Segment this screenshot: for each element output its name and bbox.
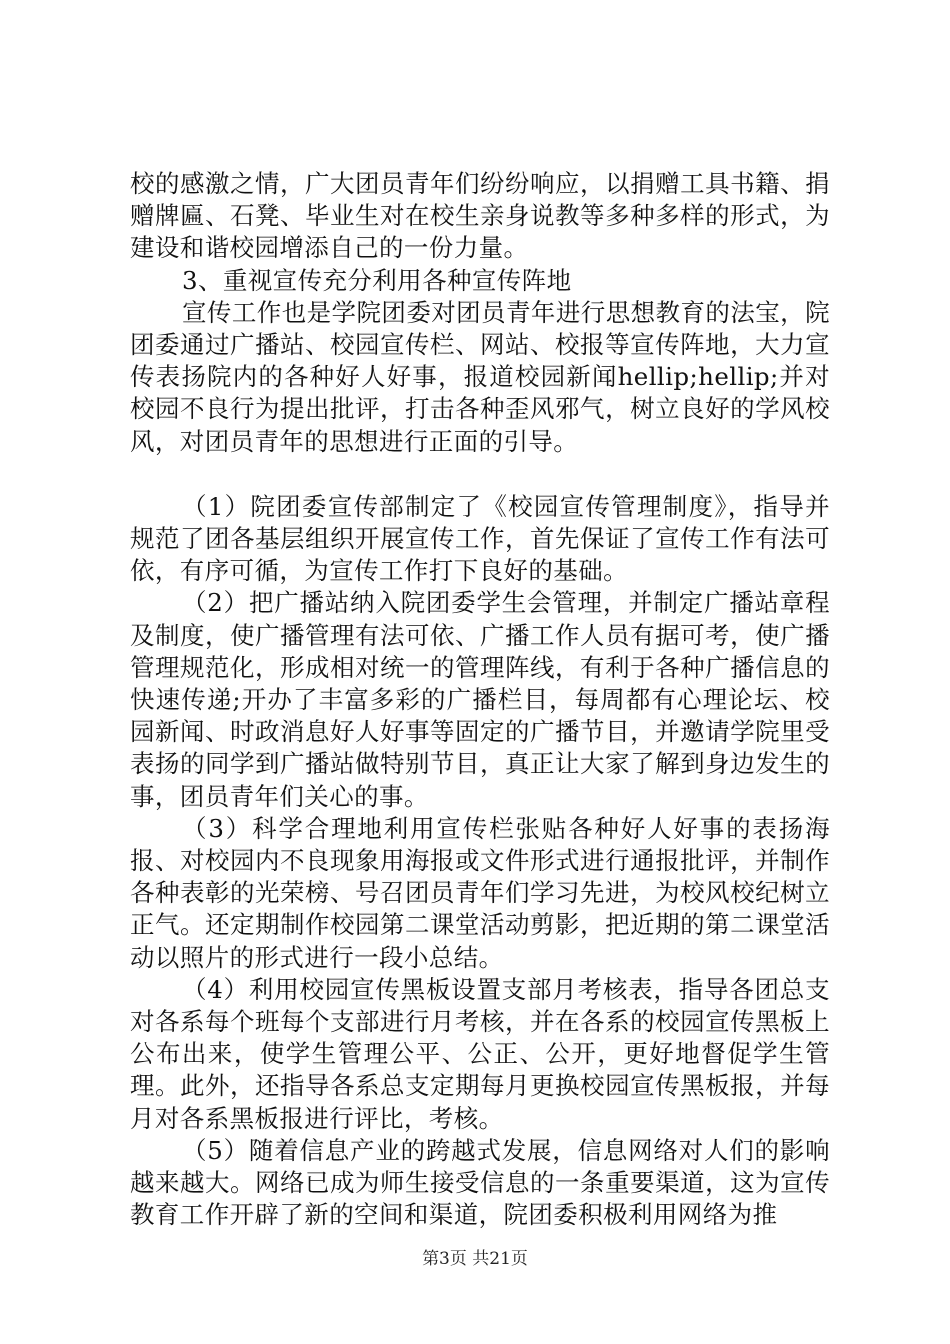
paragraph-item-3: （3）科学合理地利用宣传栏张贴各种好人好事的表扬海报、对校园内不良现象用海报或文件形式进行通报批评，并制作各种表彰的光荣榜、号召团员青年们学习先进，为校风校纪树立正气。还定期制作校园第二课堂活动剪影，把近期的第二课堂活动以照片的形式进行一段小总结。 (130, 813, 830, 972)
section-heading: 3、重视宣传充分利用各种宣传阵地 (182, 265, 572, 295)
paragraph-item-4: （4）利用校园宣传黑板设置支部月考核表，指导各团总支对各系每个班每个支部进行月考核，并在各系的校园宣传黑板上公布出来，使学生管理公平、公正、公开，更好地督促学生管理。此外，还指导各系总支定期每月更换校园宣传黑板报，并每月对各系黑板报进行评比，考核。 (130, 974, 830, 1133)
paragraph-item-5: （5）随着信息产业的跨越式发展，信息网络对人们的影响越来越大。网络已成为师生接受信息的一条重要渠道，这为宣传教育工作开辟了新的空间和渠道，院团委积极利用网络为推 (130, 1135, 830, 1230)
paragraph-item-2: （2）把广播站纳入院团委学生会管理，并制定广播站章程及制度，使广播管理有法可依、广播工作人员有据可考，使广播管理规范化，形成相对统一的管理阵线，有利于各种广播信息的快速传递;开办了丰富多彩的广播栏目，每周都有心理论坛、校园新闻、时政消息好人好事等固定的广播节目，并邀请学院里受表扬的同学到广播站做特别节目，真正让大家了解到身边发生的事，团员青年们关心的事。 (130, 588, 830, 811)
page-footer: 第3页 共21页 (422, 1249, 528, 1269)
paragraph-gap (130, 458, 830, 491)
document-body (130, 168, 830, 1232)
paragraph-publicity-intro: 宣传工作也是学院团委对团员青年进行思想教育的法宝，院团委通过广播站、校园宣传栏、网站、校报等宣传阵地，大力宣传表扬院内的各种好人好事，报道校园新闻hellip;hellip;并对校园不良行为提出批评，打击各种歪风邪气，树立良好的学风校风，对团员青年的思想进行正面的引导。 (130, 297, 830, 456)
paragraph-item-1: （1）院团委宣传部制定了《校园宣传管理制度》，指导并规范了团各基层组织开展宣传工作，首先保证了宣传工作有法可依，有序可循，为宣传工作打下良好的基础。 (130, 491, 830, 586)
paragraph-continuation: 校的感激之情，广大团员青年们纷纷响应，以捐赠工具书籍、捐赠牌匾、石凳、毕业生对在校生亲身说教等多种多样的形式，为建设和谐校园增添自己的一份力量。 (130, 169, 830, 263)
